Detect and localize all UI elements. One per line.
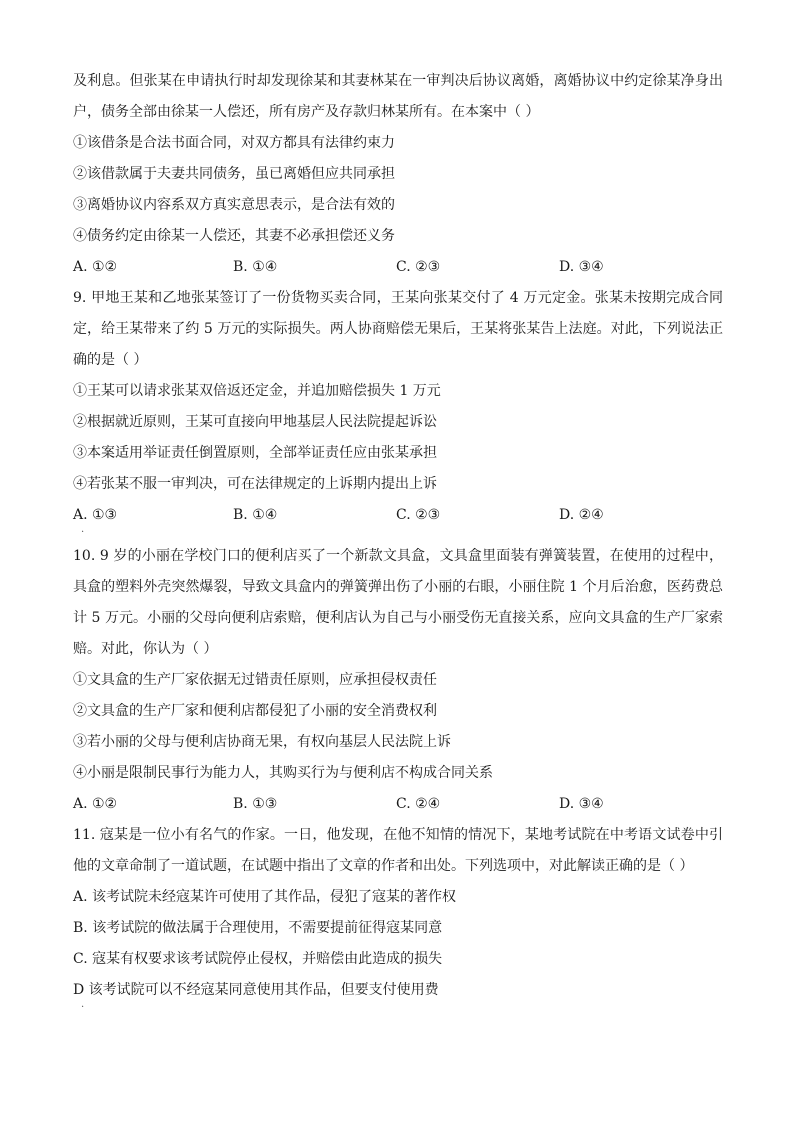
question-8-options [73, 252, 723, 283]
question-10-stem-line: 10. 9 岁的小丽在学校门口的便利店买了一个新款文具盒，文具盒里面装有弹簧装置，在使用的过程中， [73, 548, 723, 564]
question-8-statement-3: ③离婚协议内容系双方真实意思表示，是合法有效的 [73, 197, 395, 213]
question-9-option-d[interactable]: D. ②④ [559, 507, 604, 523]
question-8-statement-4: ④债务约定由徐某一人偿还，其妻不必承担偿还义务 [73, 228, 395, 244]
question-10-stem-line: 具盒的塑料外壳突然爆裂，导致文具盒内的弹簧弹出伤了小丽的右眼，小丽住院 1 个月后治愈，医药费总 [73, 579, 723, 595]
question-9-option-a[interactable]: A. ①③ [73, 507, 118, 523]
question-9-option-b[interactable]: B. ①④ [233, 507, 278, 523]
question-9-statement-4: ④若张某不服一审判决，可在法律规定的上诉期内提出上诉 [73, 476, 437, 492]
question-8-statement-1: ①该借条是合法书面合同，对双方都具有法律约束力 [73, 135, 395, 151]
question-11-stem-line: 他的文章命制了一道试题，在试题中指出了文章的作者和出处。下列选项中，对此解读正确的是（ ） [73, 858, 694, 874]
question-8 [73, 66, 723, 283]
question-8-option-b[interactable]: B. ①④ [233, 259, 278, 275]
question-11-choice-c[interactable]: C. 寇某有权要求该考试院停止侵权，并赔偿由此造成的损失 [73, 951, 443, 967]
question-9-statement-2: ②根据就近原则，王某可直接向甲地基层人民法院提起诉讼 [73, 414, 437, 430]
stray-dot: . [81, 999, 85, 1010]
question-9-options [73, 500, 723, 531]
question-8-option-d[interactable]: D. ③④ [559, 259, 604, 275]
question-9-option-c[interactable]: C. ②③ [396, 507, 441, 523]
question-10-stem-line: 计 5 万元。小丽的父母向便利店索赔，便利店认为自己与小丽受伤无直接关系，应向文具盒的生产厂家索 [73, 610, 723, 626]
question-8-statement-2: ②该借款属于夫妻共同债务，虽已离婚但应共同承担 [73, 166, 395, 182]
question-10-statement-2: ②文具盒的生产厂家和便利店都侵犯了小丽的安全消费权利 [73, 703, 437, 719]
question-9-stem-line: 定，给王某带来了约 5 万元的实际损失。两人协商赔偿无果后，王某将张某告上法庭。对此，下列说法正 [73, 321, 723, 337]
exam-page [73, 66, 723, 1010]
question-9-stem-line: 9. 甲地王某和乙地张某签订了一份货物买卖合同，王某向张某交付了 4 万元定金。张某未按期完成合同 [73, 290, 723, 306]
stray-mark [73, 524, 723, 535]
question-9 [73, 283, 723, 535]
stray-dot: . [81, 524, 85, 535]
question-10-option-c[interactable]: C. ②④ [396, 796, 441, 812]
question-10-statement-4: ④小丽是限制民事行为能力人，其购买行为与便利店不构成合同关系 [73, 765, 493, 781]
question-10-statement-1: ①文具盒的生产厂家依据无过错责任原则，应承担侵权责任 [73, 672, 437, 688]
question-9-statement-1: ①王某可以请求张某双倍返还定金，并追加赔偿损失 1 万元 [73, 383, 441, 399]
question-11-choice-b[interactable]: B. 该考试院的做法属于合理使用，不需要提前征得寇某同意 [73, 920, 443, 936]
question-11-choice-d[interactable]: D 该考试院可以不经寇某同意使用其作品，但要支付使用费 [73, 982, 439, 998]
question-10-statement-3: ③若小丽的父母与便利店协商无果，有权向基层人民法院上诉 [73, 734, 451, 750]
question-9-statement-3: ③本案适用举证责任倒置原则，全部举证责任应由张某承担 [73, 445, 437, 461]
question-11-choice-a[interactable]: A. 该考试院未经寇某许可使用了其作品，侵犯了寇某的著作权 [73, 889, 457, 905]
question-10-option-a[interactable]: A. ①② [73, 796, 118, 812]
stray-mark [73, 999, 723, 1010]
question-8-stem-line: 户，债务全部由徐某一人偿还，所有房产及存款归林某所有。在本案中（ ） [73, 104, 540, 120]
question-9-stem-line: 确的是（ ） [73, 352, 148, 368]
question-8-option-c[interactable]: C. ②③ [396, 259, 441, 275]
question-10 [73, 541, 723, 820]
question-10-option-b[interactable]: B. ①③ [233, 796, 278, 812]
question-11-stem-line: 11. 寇某是一位小有名气的作家。一日，他发现，在他不知情的情况下，某地考试院在中考语文试卷中引 [73, 827, 723, 843]
question-8-stem-line: 及利息。但张某在申请执行时却发现徐某和其妻林某在一审判决后协议离婚，离婚协议中约定徐某净身出 [73, 73, 723, 89]
question-10-options [73, 789, 723, 820]
question-8-option-a[interactable]: A. ①② [73, 259, 118, 275]
question-11 [73, 820, 723, 1010]
question-10-option-d[interactable]: D. ③④ [559, 796, 604, 812]
question-10-stem-line: 赔。对此，你认为（ ） [73, 641, 218, 657]
